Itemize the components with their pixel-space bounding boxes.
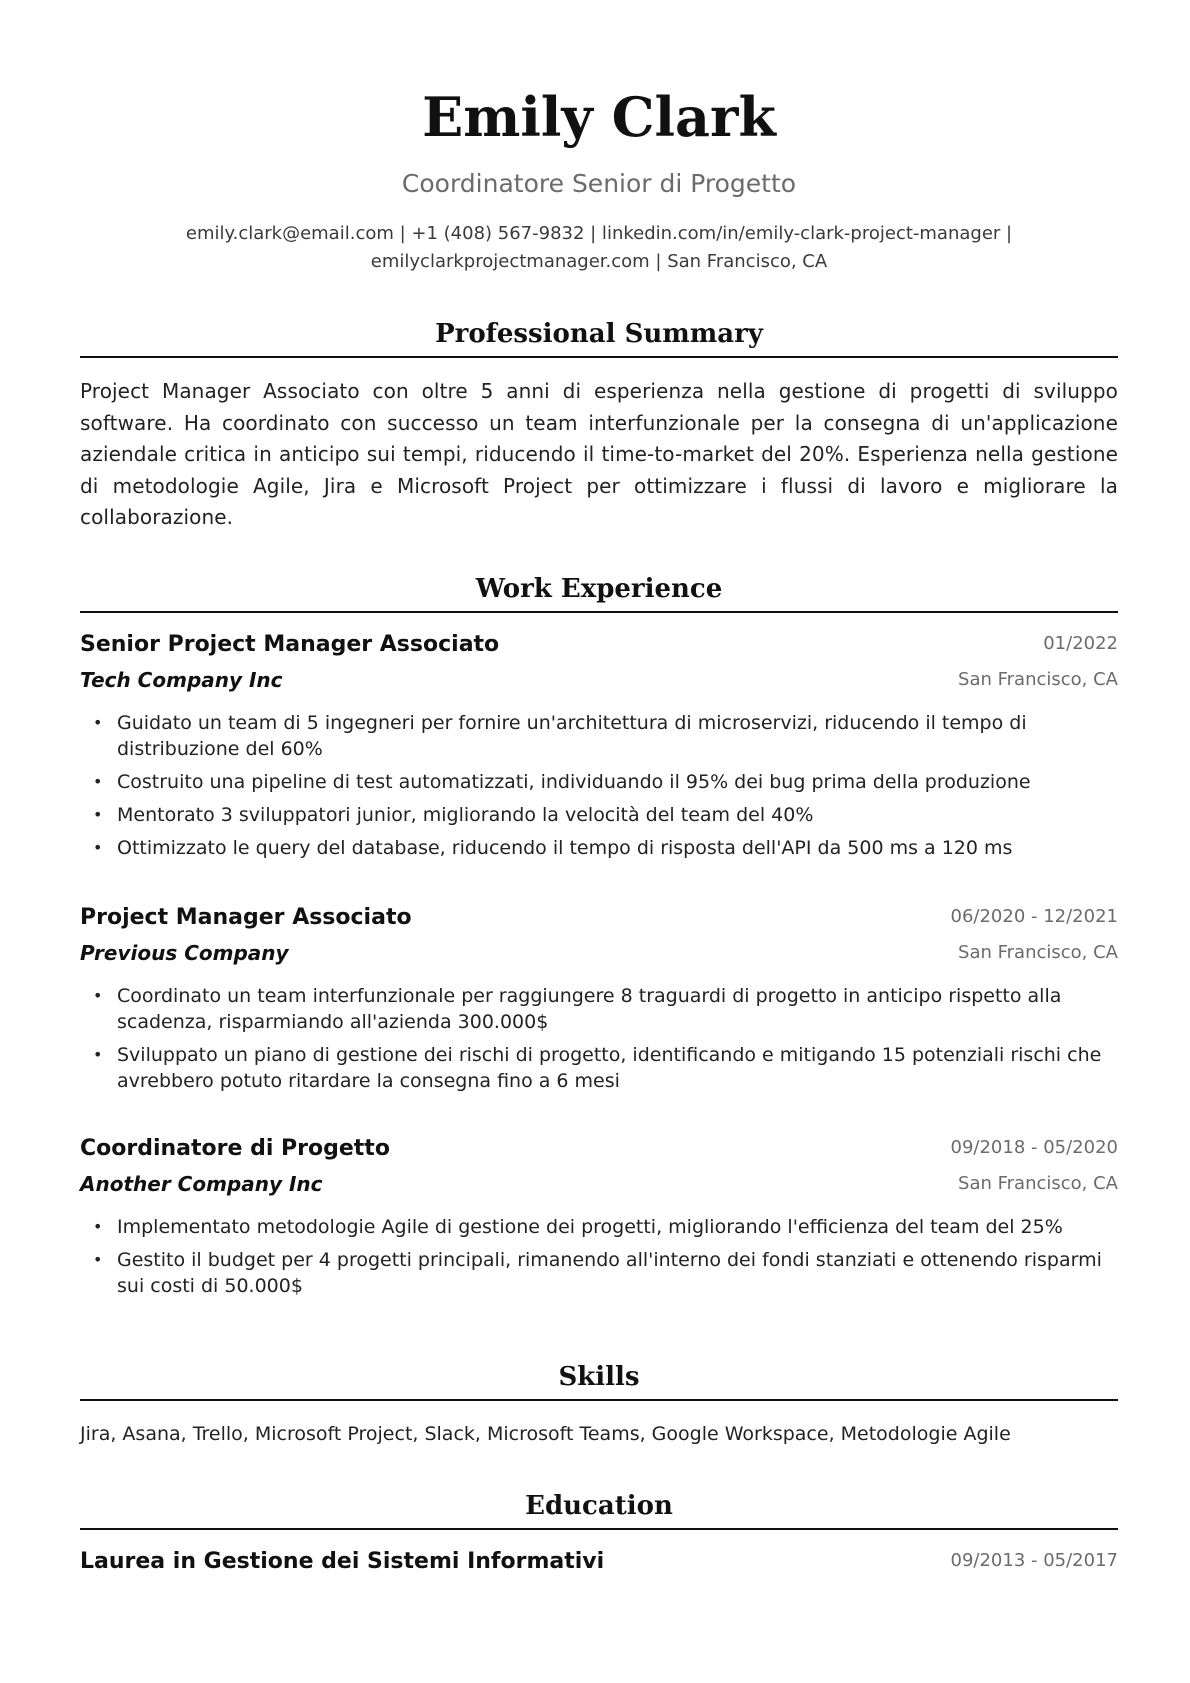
summary-text: Project Manager Associato con oltre 5 anni di esperienza nella gestione di progetti di sviluppo software. Ha coordinato con successo un team interfunzionale per la consegna di un'applicazione aziendale critica in anticipo sui tempi, riducendo il time-to-market del 20%. Esperienza nella gestione di metodologie Agile, Jira e Microsoft Project per ottimizzare i flussi di lavoro e migliorare la collaborazione. — [80, 379, 1118, 529]
section-divider — [80, 1399, 1118, 1401]
section-divider — [80, 1528, 1118, 1530]
job-date: 01/2022 — [1043, 633, 1118, 654]
candidate-name: Emily Clark — [422, 85, 776, 149]
section-divider — [80, 356, 1118, 358]
contact-line-1: emily.clark@email.com | +1 (408) 567-9832 | linkedin.com/in/emily-clark-project-manager | — [185, 223, 1013, 244]
section-title-skills: Skills — [558, 1362, 640, 1392]
company-name: Previous Company — [80, 941, 289, 965]
job-bullets — [80, 710, 1118, 868]
list-item: • Implementato metodologie Agile di gestione dei progetti, migliorando l'efficienza del team del 25% — [93, 1216, 1063, 1238]
bullet-icon: • — [93, 838, 103, 857]
bullet-icon: • — [93, 805, 103, 824]
list-item: • Costruito una pipeline di test automatizzati, individuando il 95% dei bug prima della produzione — [93, 771, 1031, 793]
bullet-icon: • — [93, 1045, 103, 1064]
list-item: • Sviluppato un piano di gestione dei rischi di progetto, identificando e mitigando 15 potenziali rischi che avrebbero potuto ritardare la consegna fino a 6 mesi — [93, 1044, 1102, 1092]
list-item: • Ottimizzato le query del database, riducendo il tempo di risposta dell'API da 500 ms a 120 ms — [93, 837, 1013, 859]
bullet-icon: • — [93, 713, 103, 732]
job-bullets — [80, 1214, 1118, 1306]
job-location: San Francisco, CA — [958, 942, 1118, 963]
section-divider — [80, 611, 1118, 613]
list-item: • Coordinato un team interfunzionale per raggiungere 8 traguardi di progetto in anticipo rispetto alla scadenza, risparmiando all'azienda 300.000$ — [93, 985, 1062, 1033]
contact-info — [80, 220, 1118, 276]
education-date: 09/2013 - 05/2017 — [950, 1550, 1118, 1571]
section-title-experience: Work Experience — [475, 574, 723, 604]
contact-line-2: emilyclarkprojectmanager.com | San Francisco, CA — [370, 251, 828, 272]
candidate-role: Coordinatore Senior di Progetto — [401, 169, 797, 198]
degree-title: Laurea in Gestione dei Sistemi Informativi — [80, 1549, 605, 1574]
job-date: 06/2020 - 12/2021 — [950, 906, 1118, 927]
job-title: Coordinatore di Progetto — [80, 1136, 390, 1161]
job-date: 09/2018 - 05/2020 — [950, 1137, 1118, 1158]
bullet-icon: • — [93, 772, 103, 791]
bullet-icon: • — [93, 1217, 103, 1236]
job-bullets — [80, 983, 1118, 1101]
skills-list: Jira, Asana, Trello, Microsoft Project, Slack, Microsoft Teams, Google Workspace, Metodologie Agile — [80, 1423, 1011, 1445]
bullet-icon: • — [93, 986, 103, 1005]
company-name: Tech Company Inc — [80, 668, 283, 692]
job-title: Senior Project Manager Associato — [80, 632, 500, 657]
section-title-education: Education — [525, 1491, 673, 1521]
list-item: • Mentorato 3 sviluppatori junior, migliorando la velocità del team del 40% — [93, 804, 814, 826]
list-item: • Gestito il budget per 4 progetti principali, rimanendo all'interno dei fondi stanziati e ottenendo risparmi sui costi di 50.000$ — [93, 1249, 1102, 1297]
job-location: San Francisco, CA — [958, 1173, 1118, 1194]
list-item: • Guidato un team di 5 ingegneri per fornire un'architettura di microservizi, riducendo il tempo di distribuzione del 60% — [93, 712, 1027, 760]
bullet-icon: • — [93, 1250, 103, 1269]
job-title: Project Manager Associato — [80, 905, 412, 930]
company-name: Another Company Inc — [80, 1172, 323, 1196]
section-title-summary: Professional Summary — [435, 319, 763, 349]
job-location: San Francisco, CA — [958, 669, 1118, 690]
